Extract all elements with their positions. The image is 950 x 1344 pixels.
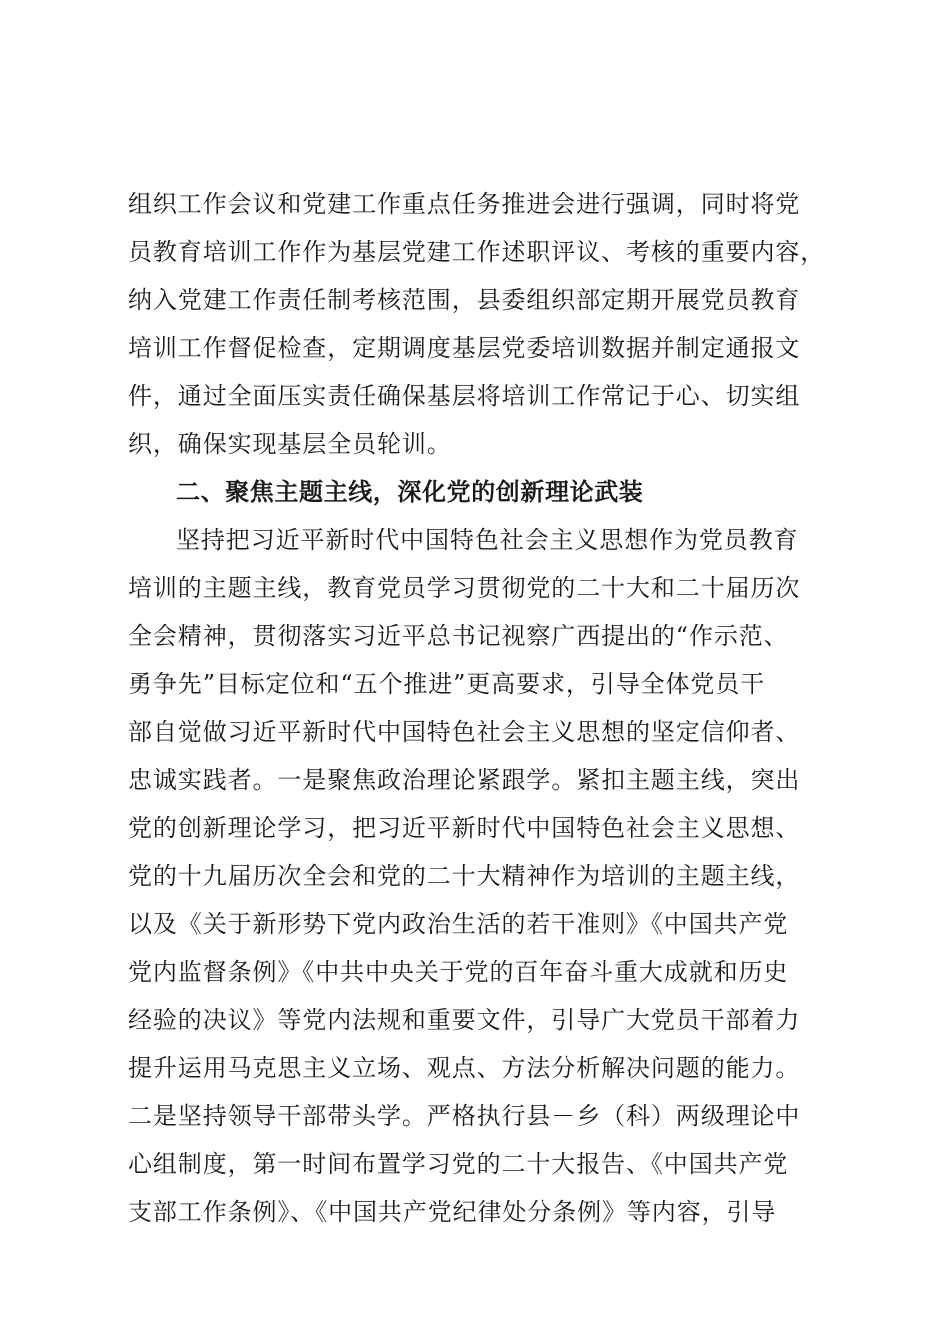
- document-body: [128, 180, 840, 1236]
- text-line: 件，通过全面压实责任确保基层将培训工作常记于心、切实组: [128, 382, 801, 410]
- section-heading: 二、聚焦主题主线，深化党的创新理论武装: [176, 478, 644, 506]
- text-line: 全会精神，贯彻落实习近平总书记视察广西提出的“作示范、: [128, 622, 789, 650]
- text-line: 织，确保实现基层全员轮训。: [128, 430, 452, 458]
- text-line: 部自觉做习近平新时代中国特色社会主义思想的坚定信仰者、: [128, 718, 801, 746]
- text-line: 党的十九届历次全会和党的二十大精神作为培训的主题主线，: [128, 862, 801, 890]
- text-line: 党的创新理论学习，把习近平新时代中国特色社会主义思想、: [128, 814, 801, 842]
- text-line: 以及《关于新形势下党内政治生活的若干准则》《中国共产党: [128, 910, 789, 938]
- text-line: 组织工作会议和党建工作重点任务推进会进行强调，同时将党: [128, 190, 801, 218]
- paragraph: [128, 516, 840, 1236]
- paragraph-continued: [128, 180, 840, 468]
- text-line: 培训工作督促检查，定期调度基层党委培训数据并制定通报文: [128, 334, 801, 362]
- text-line: 支部工作条例》、《中国共产党纪律处分条例》等内容，引导: [128, 1198, 777, 1226]
- text-line: 纳入党建工作责任制考核范围，县委组织部定期开展党员教育: [128, 286, 801, 314]
- text-line: 二是坚持领导干部带头学。严格执行县－乡（科）两级理论中: [128, 1102, 801, 1130]
- text-line: 党内监督条例》《中共中央关于党的百年奋斗重大成就和历史: [128, 958, 789, 986]
- text-line: 忠诚实践者。一是聚焦政治理论紧跟学。紧扣主题主线，突出: [128, 766, 801, 794]
- text-line: 提升运用马克思主义立场、观点、方法分析解决问题的能力。: [128, 1054, 801, 1082]
- text-line: 培训的主题主线，教育党员学习贯彻党的二十大和二十届历次: [128, 574, 801, 602]
- text-line: 经验的决议》等党内法规和重要文件，引导广大党员干部着力: [128, 1006, 801, 1034]
- text-line: 心组制度，第一时间布置学习党的二十大报告、《中国共产党: [128, 1150, 789, 1178]
- text-line: 勇争先”目标定位和“五个推进”更高要求，引导全体党员干: [128, 670, 766, 698]
- text-line: 坚持把习近平新时代中国特色社会主义思想作为党员教育: [176, 526, 799, 554]
- text-line: 员教育培训工作作为基层党建工作述职评议、考核的重要内容，: [128, 238, 826, 266]
